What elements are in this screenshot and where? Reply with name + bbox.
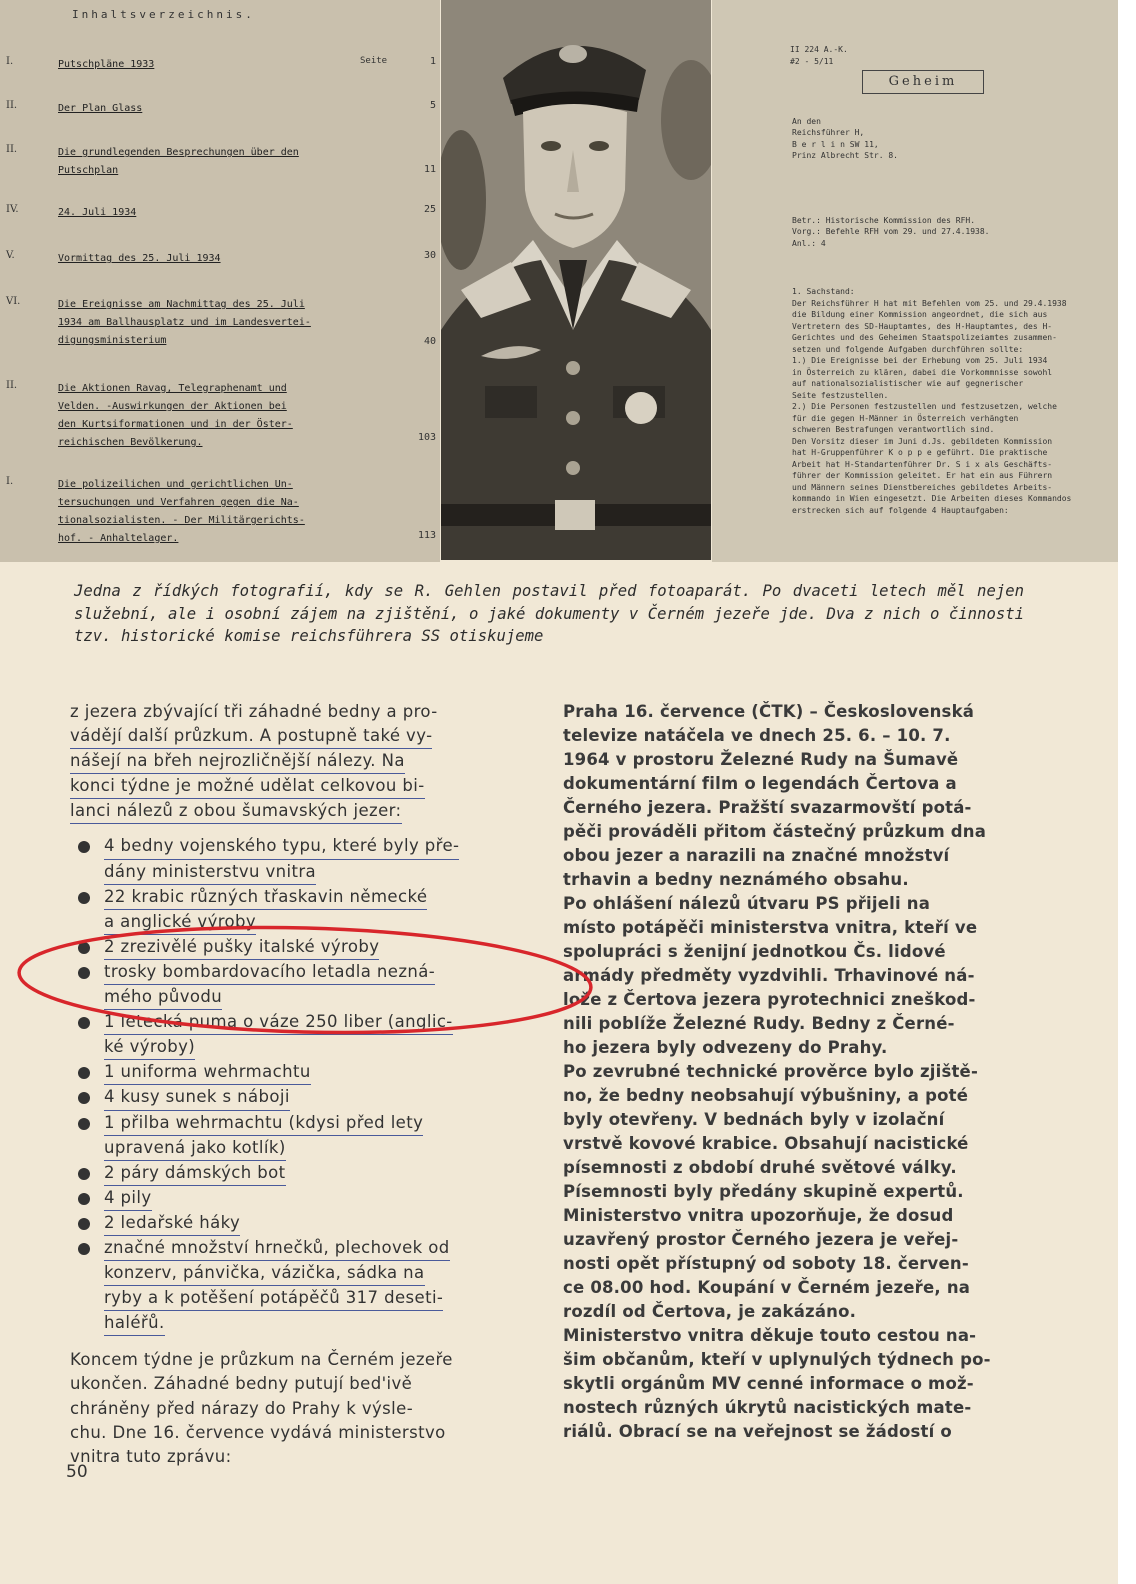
toc-page: 40 <box>423 336 436 347</box>
report-line: Černého jezera. Pražští svazarmovští potá- <box>563 798 972 817</box>
toc-num: VI. <box>6 296 21 307</box>
bullet-icon <box>78 1193 90 1205</box>
report-line: televize natáčela ve dnech 25. 6. – 10. 7. <box>563 726 951 745</box>
list-item-line: 2 páry dámských bot <box>104 1161 286 1186</box>
list-item <box>70 1211 528 1236</box>
list-item-line: 1 letecká puma o váze 250 liber (anglic- <box>104 1010 453 1035</box>
report-line: trhavin a bedny neznámého obsahu. <box>563 870 909 889</box>
list-item-line: 4 pily <box>104 1186 152 1211</box>
report-line: Po ohlášení nálezů útvaru PS přijeli na <box>563 894 931 913</box>
report-line: vrstvě kovové krabice. Obsahují nacistické <box>563 1134 969 1153</box>
list-item-line: značné množství hrnečků, plechovek od <box>104 1236 450 1261</box>
toc-page: 25 <box>423 204 436 215</box>
outro-paragraph <box>70 1348 528 1468</box>
list-item-line: trosky bombardovacího letadla nezná- <box>104 960 435 985</box>
list-item-line: 2 zrezivělé pušky italské výroby <box>104 935 379 960</box>
report-line: Ministerstvo vnitra upozorňuje, že dosud <box>563 1206 954 1225</box>
toc-num: II. <box>6 100 18 111</box>
bullet-icon <box>78 1168 90 1180</box>
secret-letter-document <box>712 0 1120 562</box>
toc-title: Die Ereignisse am Nachmittag des 25. Juli 1934 am Ballhausplatz und im Landesvertei- digungsministerium <box>58 299 311 346</box>
toc-page: 103 <box>417 432 436 443</box>
report-line: riálů. Obrací se na veřejnost se žádostí o <box>563 1422 952 1441</box>
toc-page: 5 <box>429 100 436 111</box>
text-line: chráněny před nárazy do Prahy k výsle- <box>70 1398 414 1418</box>
toc-heading: Inhaltsverzeichnis. <box>72 8 255 21</box>
report-line: nosti opět přístupný od soboty 18. červen- <box>563 1254 969 1273</box>
bullet-icon <box>78 1218 90 1230</box>
left-column <box>70 700 528 1469</box>
page-edge <box>1118 0 1136 1584</box>
report-line: uzavřený prostor Černého jezera je veřej- <box>563 1230 959 1249</box>
letter-address: An den Reichsführer H, B e r l i n SW 11, Prinz Albrecht Str. 8. <box>792 116 898 160</box>
list-item-line: 4 kusy sunek s náboji <box>104 1085 290 1110</box>
toc-title: 24. Juli 1934 <box>58 207 137 218</box>
toc-title: Die polizeilichen und gerichtlichen Un- tersuchungen und Verfahren gegen die Na- tionalsozialisten. - Der Militärgerichts- hof. - Anhaltelager. <box>58 479 305 544</box>
toc-num: IV. <box>6 204 19 215</box>
intro-paragraph <box>70 700 528 824</box>
text-line: z jezera zbývající tři záhadné bedny a pro- <box>70 702 438 721</box>
toc-num: II. <box>6 144 18 155</box>
underlined-text: nášejí na břeh nejrozličnější nálezy. Na <box>70 749 405 774</box>
list-item-line: ké výroby) <box>104 1035 195 1060</box>
report-line: no, že bedny neobsahují výbušniny, a poté <box>563 1086 969 1105</box>
photo-caption: Jedna z řídkých fotografií, kdy se R. Gehlen postavil před fotoaparát. Po dvaceti letech měl nejen služební, ale i osobní zájem na zjištění, o jaké dokumenty v Černém jezeře jde. Dva z nich o činnosti tzv. historické komise reichsführera SS otiskujeme <box>74 582 1024 645</box>
bullet-icon <box>78 1067 90 1079</box>
bullet-icon <box>78 1092 90 1104</box>
text-line <box>70 724 528 749</box>
report-line: spolupráci s ženijní jednotkou Čs. lidové <box>563 942 946 961</box>
bullet-icon <box>78 892 90 904</box>
underlined-text: konci týdne je možné udělat celkovou bi- <box>70 774 425 799</box>
report-line: armády předměty vyzdvihli. Trhavinové ná- <box>563 966 975 985</box>
toc-title: Der Plan Glass <box>58 103 143 114</box>
geheim-stamp: Geheim <box>862 70 984 94</box>
list-item <box>70 1186 528 1211</box>
table-of-contents-document <box>0 0 440 562</box>
letter-text <box>792 104 1112 528</box>
bullet-icon <box>78 1243 90 1255</box>
list-item <box>70 1085 528 1110</box>
letter-subject: Betr.: Historische Kommission des RFH. Vorg.: Befehle RFH vom 29. und 27.4.1938. Anl.: 4 <box>792 215 990 248</box>
list-item <box>70 834 528 884</box>
report-line: lože z Čertova jezera pyrotechnici zneškod- <box>563 990 976 1009</box>
toc-seite-label: Seite <box>360 56 388 66</box>
report-line: dokumentární film o legendách Čertova a <box>563 774 957 793</box>
list-item-line: 1 přilba wehrmachtu (kdysi před lety <box>104 1111 423 1136</box>
text-line: Koncem týdne je průzkum na Černém jezeře <box>70 1350 453 1370</box>
list-item-line: mého původu <box>104 985 222 1010</box>
toc-page: 113 <box>417 530 436 541</box>
underlined-text: lanci nálezů z obou šumavských jezer: <box>70 799 402 824</box>
red-marker-ellipse <box>10 922 600 1042</box>
bullet-icon <box>78 1118 90 1130</box>
text-line: chu. Dne 16. července vydává ministerstvo <box>70 1422 446 1442</box>
toc-title: Die Aktionen Ravag, Telegraphenamt und Velden. -Auswirkungen der Aktionen bei den Kurtsiformationen und in der Öster- reichischen Bevölkerung. <box>58 383 293 448</box>
toc-num: I. <box>6 56 14 67</box>
letter-body: 1. Sachstand: Der Reichsführer H hat mit Befehlen vom 25. und 29.4.1938 die Bildung einer Kommission angeordnet, die sich aus Vertretern des SD-Hauptamtes, des H-Hauptamtes, des H- Gerichtes und des Geheimen Staatspolizeiamtes zusammen- setzen und folgende Aufgaben durchführen sollte: 1.) Die Ereignisse bei der Erhebung vom 25. Juli 1934 in Österreich zu klären, dabei die Vorkommnisse sowohl auf nationalsozialistischer wie auf gegnerischer Seite festzustellen. 2.) Die Personen festzustellen und festzusetzen, welche für die gegen H-Männer in Österreich verhängten schweren Bestrafungen verantwortlich sind. Den Vorsitz dieser im Juni d.Js. gebildeten Kommission hat H-Gruppenführer K o p p e geführt. Die praktische Arbeit hat H-Standartenführer Dr. S i x als Geschäfts- führer der Kommission geleitet. Er hat ein aus Führern und Männern seines Dienstbereiches gebildetes Arbeits- kommando in Wien eingesetzt. Die Arbeiten dieses Kommandos erstrecken sich auf folgende 4 Hauptaufgaben: <box>792 287 1072 515</box>
report-line: místo potápěči ministerstva vnitra, kteří ve <box>563 918 978 937</box>
toc-num: I. <box>6 476 14 487</box>
text-line: vnitra tuto zprávu: <box>70 1446 232 1466</box>
list-item-line: haléřů. <box>104 1311 165 1336</box>
right-column-ctk-report <box>563 700 1021 1444</box>
underlined-text: vádějí další průzkum. A postupně také vy- <box>70 724 432 749</box>
report-line: pěči prováděli přitom částečný průzkum dna <box>563 822 987 841</box>
report-line: šim občanům, kteří v uplynulých týdnech po- <box>563 1350 991 1369</box>
list-item-line: konzerv, pánvička, vázička, sádka na <box>104 1261 425 1286</box>
toc-title: Putschpläne 1933 <box>58 59 155 70</box>
toc-title: Die grundlegenden Besprechungen über den Putschplan <box>58 147 299 176</box>
list-item <box>70 1236 528 1336</box>
toc-num: V. <box>6 250 15 261</box>
list-item-line: dány ministerstvu vnitra <box>104 860 316 885</box>
officer-portrait-image <box>441 0 711 560</box>
toc-num: II. <box>6 380 18 391</box>
text-line <box>70 749 528 774</box>
report-line: obou jezer a narazili na značné množství <box>563 846 950 865</box>
toc-title: Vormittag des 25. Juli 1934 <box>58 253 221 264</box>
report-line: byly otevřeny. V bednách byly v izolační <box>563 1110 945 1129</box>
report-line: rozdíl od Čertova, je zakázáno. <box>563 1302 857 1321</box>
photo-collage <box>0 0 1136 562</box>
toc-page: 1 <box>429 56 436 67</box>
report-line: ho jezera byly odvezeny do Prahy. <box>563 1038 888 1057</box>
page-number: 50 <box>66 1462 88 1482</box>
text-line <box>70 774 528 799</box>
toc-page: 11 <box>423 164 436 175</box>
list-item-line: 22 krabic různých třaskavin německé <box>104 885 427 910</box>
report-line: Praha 16. července (ČTK) – Československá <box>563 702 975 721</box>
list-item <box>70 1060 528 1085</box>
findings-list <box>70 834 528 1336</box>
report-line: Po zevrubné technické prověrce bylo zjiště- <box>563 1062 979 1081</box>
list-item-line: 2 ledařské háky <box>104 1211 240 1236</box>
list-item <box>70 1161 528 1186</box>
text-line <box>70 799 528 824</box>
report-line: Písemnosti byly předány skupině expertů. <box>563 1182 964 1201</box>
report-line: Ministerstvo vnitra děkuje touto cestou na- <box>563 1326 977 1345</box>
report-line: nostech různých úkrytů nacistických mate- <box>563 1398 972 1417</box>
toc-page: 30 <box>423 250 436 261</box>
report-line: 1964 v prostoru Železné Rudy na Šumavě <box>563 750 959 769</box>
list-item-line: 4 bedny vojenského typu, které byly pře- <box>104 834 459 859</box>
list-item <box>70 1111 528 1161</box>
officer-portrait-photo <box>441 0 711 560</box>
list-item-line: a anglické výroby <box>104 910 256 935</box>
report-line: písemnosti z období druhé světové války. <box>563 1158 957 1177</box>
list-item-line: upravená jako kotlík) <box>104 1136 286 1161</box>
bullet-icon <box>78 841 90 853</box>
report-line: skytli orgánům MV cenné informace o mož- <box>563 1374 974 1393</box>
list-item-line: ryby a k potěšení potápěčů 317 deseti- <box>104 1286 443 1311</box>
list-item-line: 1 uniforma wehrmachtu <box>104 1060 311 1085</box>
text-line: ukončen. Záhadné bedny putují bed'ivě <box>70 1374 413 1394</box>
report-line: ce 08.00 hod. Koupání v Černém jezeře, na <box>563 1278 971 1297</box>
letter-reference: II 224 A.-K. #2 - 5/11 <box>790 45 848 66</box>
report-line: nili poblíže Železné Rudy. Bedny z Černé- <box>563 1014 955 1033</box>
